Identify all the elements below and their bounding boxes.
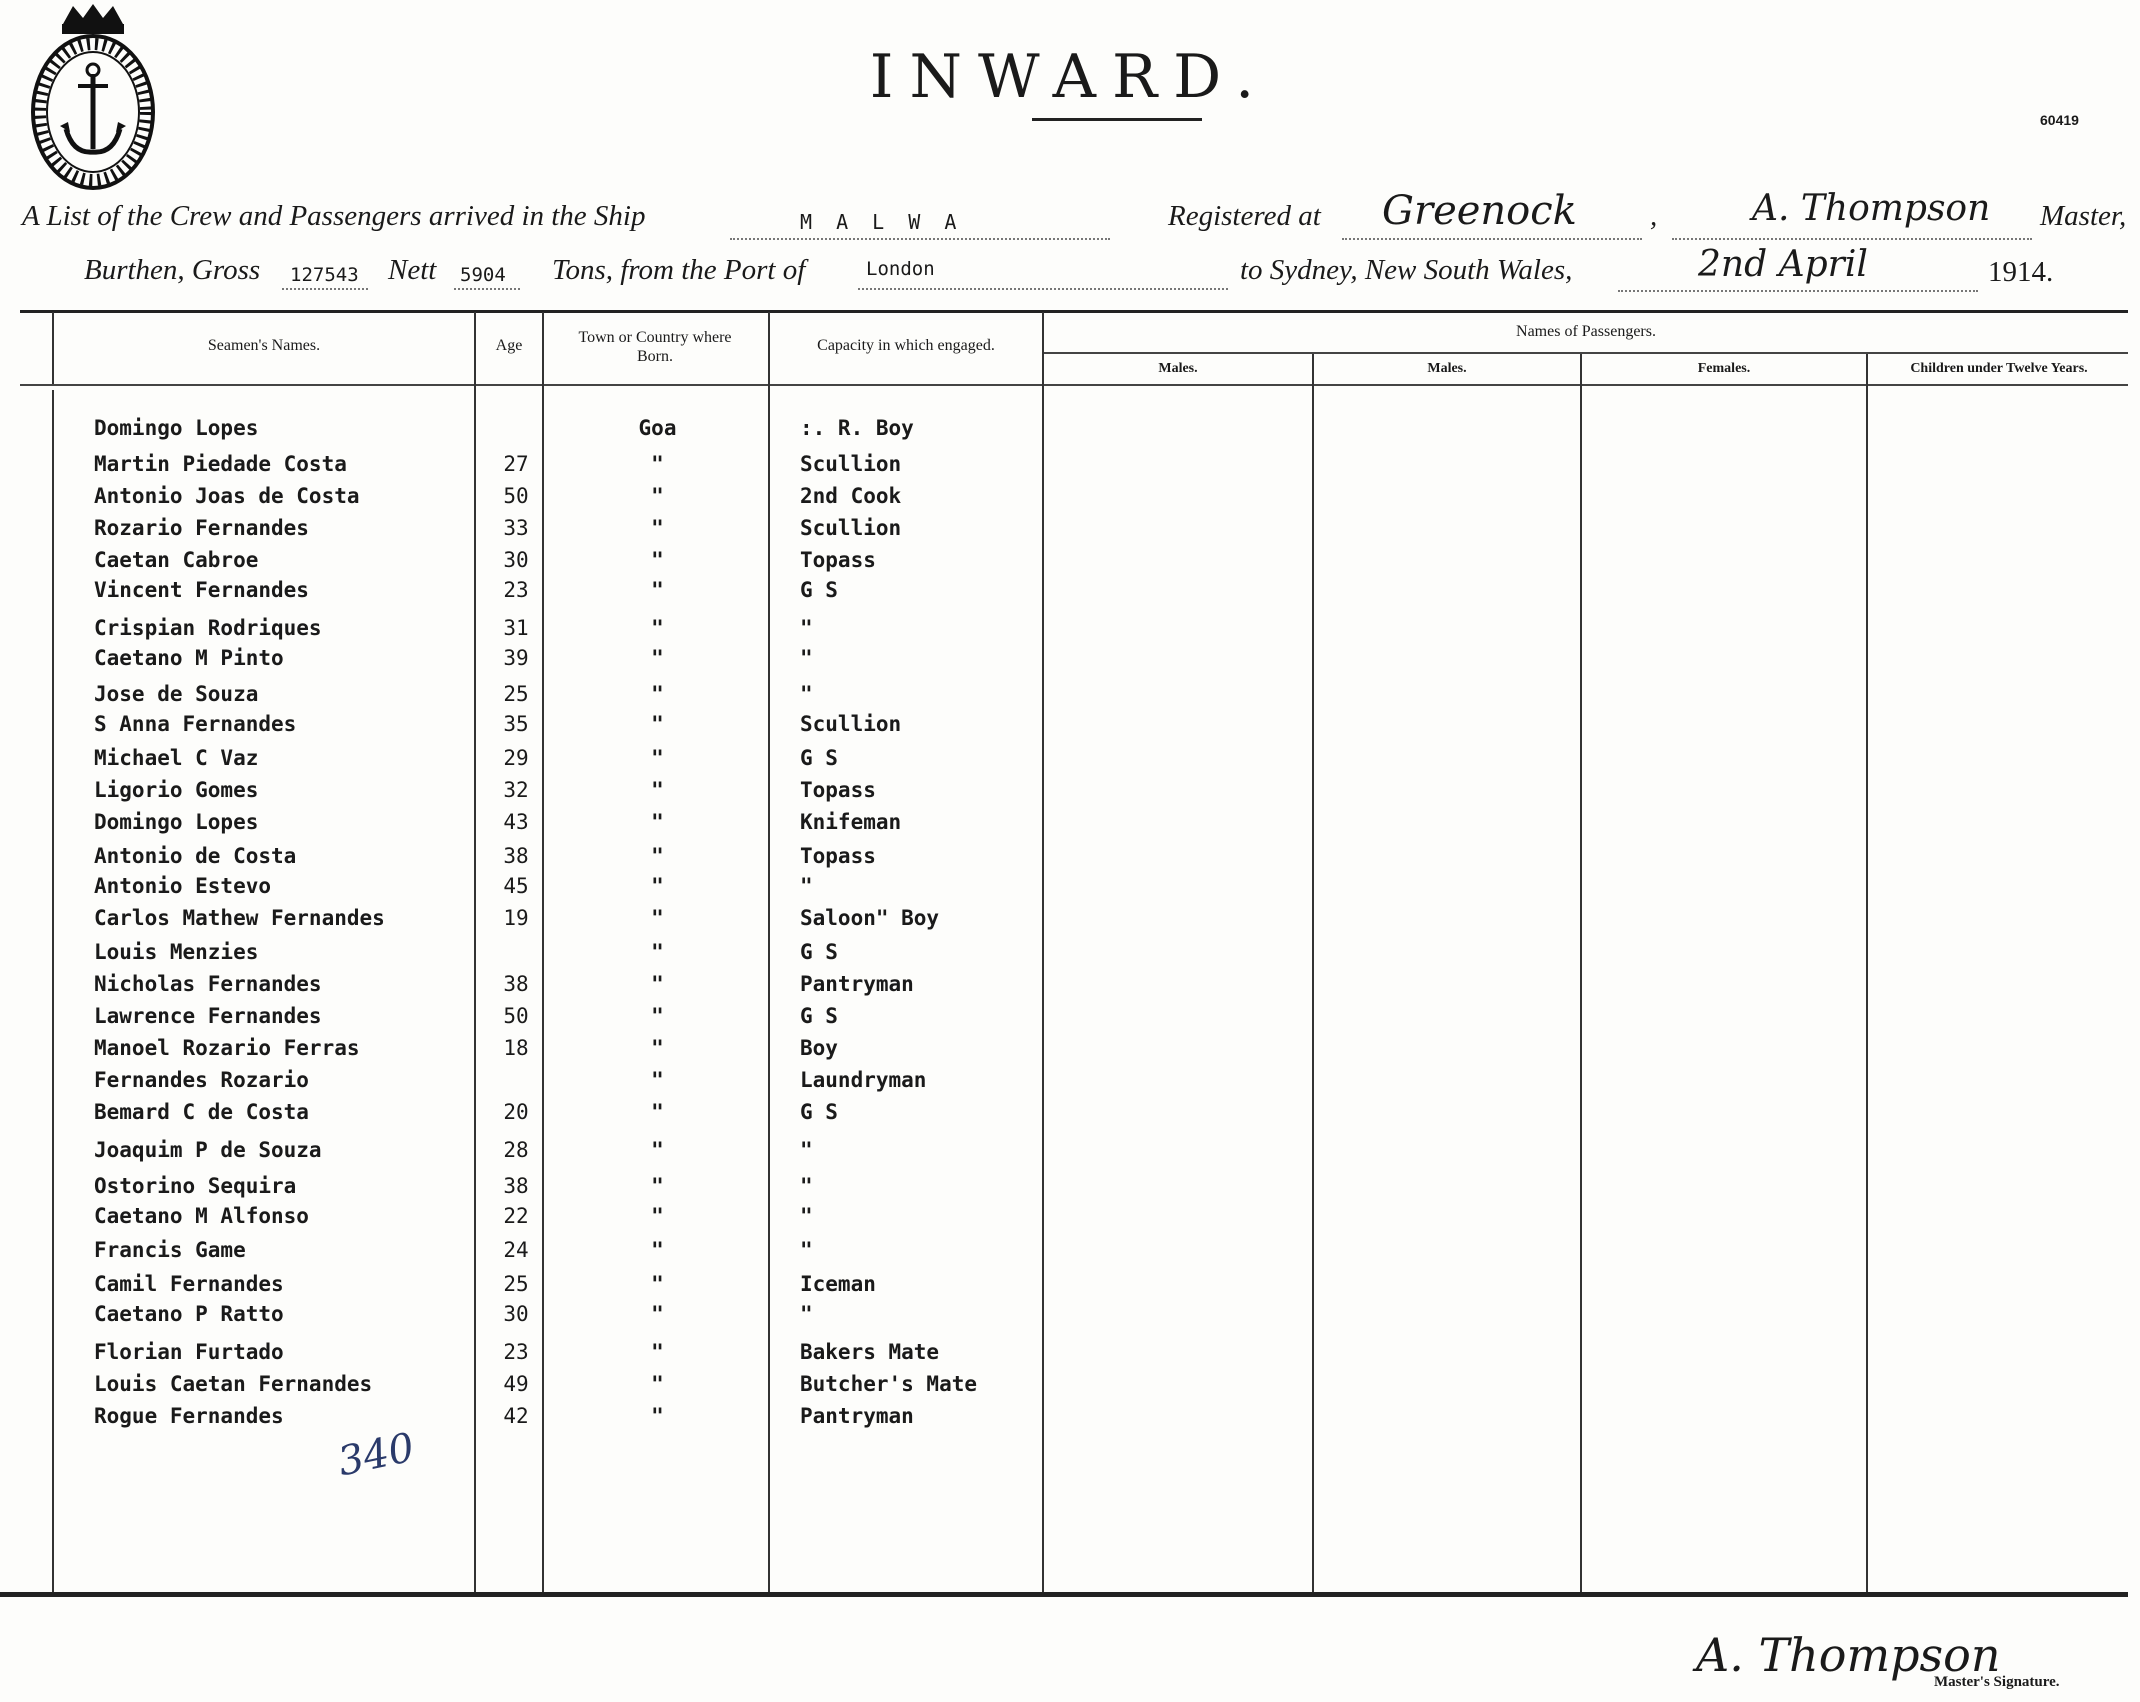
table-row bbox=[0, 1068, 2140, 1100]
seaman-birthplace: " bbox=[651, 712, 664, 736]
table-row bbox=[0, 972, 2140, 1004]
seaman-birthplace: Goa bbox=[638, 416, 677, 440]
arrival-year: 1914. bbox=[1988, 256, 2054, 288]
seaman-birthplace: " bbox=[651, 1174, 664, 1198]
table-row bbox=[0, 682, 2140, 714]
seaman-capacity: Scullion bbox=[800, 516, 902, 540]
nett-tons-field bbox=[454, 262, 520, 290]
col-header-males-1: Males. bbox=[1158, 361, 1198, 376]
nett-tons: 5904 bbox=[460, 264, 506, 286]
seaman-birthplace: " bbox=[651, 746, 664, 770]
seaman-birthplace: " bbox=[651, 1340, 664, 1364]
col-header-passengers: Names of Passengers. bbox=[1516, 323, 1656, 340]
seaman-birthplace: " bbox=[651, 1404, 664, 1428]
table-row bbox=[0, 616, 2140, 648]
seaman-name: Fernandes Rozario bbox=[94, 1068, 309, 1092]
comma-separator: , bbox=[1650, 200, 1658, 232]
master-label: Master, bbox=[2040, 200, 2127, 232]
seaman-name: Caetano M Alfonso bbox=[94, 1204, 309, 1228]
table-row bbox=[0, 1302, 2140, 1334]
seaman-birthplace: " bbox=[651, 452, 664, 476]
seaman-name: Michael C Vaz bbox=[94, 746, 259, 770]
seaman-name: Antonio Estevo bbox=[94, 874, 272, 898]
seaman-birthplace: " bbox=[651, 646, 664, 670]
col-header-males-2: Males. bbox=[1427, 361, 1467, 376]
seaman-capacity: Iceman bbox=[800, 1272, 876, 1296]
seaman-capacity: Saloon" Boy bbox=[800, 906, 940, 930]
seaman-birthplace: " bbox=[651, 810, 664, 834]
seaman-capacity: " bbox=[800, 616, 813, 640]
seaman-name: Lawrence Fernandes bbox=[94, 1004, 322, 1028]
ship-name-field bbox=[730, 204, 1110, 240]
table-row bbox=[0, 452, 2140, 484]
seaman-age: 49 bbox=[503, 1372, 529, 1396]
arrival-date: 2nd April bbox=[1698, 244, 1868, 285]
table-row bbox=[0, 906, 2140, 938]
seaman-birthplace: " bbox=[651, 484, 664, 508]
seaman-age: 50 bbox=[503, 484, 529, 508]
table-row bbox=[0, 1238, 2140, 1270]
seaman-capacity: " bbox=[800, 1204, 813, 1228]
seaman-capacity: Scullion bbox=[800, 452, 902, 476]
col-header-capacity: Capacity in which engaged. bbox=[817, 337, 995, 354]
table-row bbox=[0, 1004, 2140, 1036]
seaman-capacity: " bbox=[800, 1174, 813, 1198]
seaman-name: Antonio de Costa bbox=[94, 844, 297, 868]
ship-name: M A L W A bbox=[800, 210, 963, 234]
seaman-capacity: Butcher's Mate bbox=[800, 1372, 978, 1396]
title-underline bbox=[1032, 118, 1202, 121]
master-signature-label: Master's Signature. bbox=[1934, 1674, 2060, 1690]
seaman-name: Florian Furtado bbox=[94, 1340, 284, 1364]
col-header-females: Females. bbox=[1697, 361, 1751, 376]
seaman-birthplace: " bbox=[651, 1068, 664, 1092]
seaman-capacity: Scullion bbox=[800, 712, 902, 736]
seaman-capacity: " bbox=[800, 874, 813, 898]
nett-label: Nett bbox=[388, 254, 437, 286]
seaman-birthplace: " bbox=[651, 1100, 664, 1124]
seaman-age: 23 bbox=[503, 578, 529, 602]
passenger-subheader-rule bbox=[1044, 352, 2128, 354]
seaman-name: Louis Menzies bbox=[94, 940, 259, 964]
table-row bbox=[0, 778, 2140, 810]
seaman-birthplace: " bbox=[651, 972, 664, 996]
seaman-capacity: " bbox=[800, 682, 813, 706]
seaman-age: 38 bbox=[503, 844, 529, 868]
seaman-age: 25 bbox=[503, 682, 529, 706]
table-row bbox=[0, 416, 2140, 448]
table-row bbox=[0, 1204, 2140, 1236]
seaman-birthplace: " bbox=[651, 1238, 664, 1262]
table-row bbox=[0, 1372, 2140, 1404]
gross-tons: 127543 bbox=[290, 264, 359, 286]
seaman-name: Martin Piedade Costa bbox=[94, 452, 347, 476]
seaman-name: Camil Fernandes bbox=[94, 1272, 284, 1296]
seaman-capacity: Knifeman bbox=[800, 810, 902, 834]
seaman-name: Rogue Fernandes bbox=[94, 1404, 284, 1428]
seaman-age: 43 bbox=[503, 810, 529, 834]
seaman-age: 23 bbox=[503, 1340, 529, 1364]
seaman-age: 27 bbox=[503, 452, 529, 476]
seaman-name: Caetano P Ratto bbox=[94, 1302, 284, 1326]
seaman-capacity: G S bbox=[800, 746, 838, 770]
seaman-capacity: " bbox=[800, 1302, 813, 1326]
col-header-seamen: Seamen's Names. bbox=[207, 337, 321, 354]
registered-label: Registered at bbox=[1168, 200, 1321, 232]
table-row bbox=[0, 578, 2140, 610]
seaman-name: Ostorino Sequira bbox=[94, 1174, 297, 1198]
table-row bbox=[0, 1272, 2140, 1304]
seaman-capacity: G S bbox=[800, 940, 838, 964]
table-row bbox=[0, 810, 2140, 842]
seaman-age: 24 bbox=[503, 1238, 529, 1262]
seaman-capacity: Topass bbox=[800, 778, 876, 802]
seaman-age: 39 bbox=[503, 646, 529, 670]
seaman-birthplace: " bbox=[651, 1004, 664, 1028]
seaman-age: 45 bbox=[503, 874, 529, 898]
seaman-birthplace: " bbox=[651, 1204, 664, 1228]
to-sydney-label: to Sydney, New South Wales, bbox=[1240, 254, 1573, 286]
arrival-date-field bbox=[1618, 244, 1978, 292]
seaman-age: 38 bbox=[503, 972, 529, 996]
table-row bbox=[0, 940, 2140, 972]
seaman-name: Carlos Mathew Fernandes bbox=[94, 906, 385, 930]
seaman-age: 28 bbox=[503, 1138, 529, 1162]
seaman-birthplace: " bbox=[651, 578, 664, 602]
table-row bbox=[0, 712, 2140, 744]
seaman-capacity: Laundryman bbox=[800, 1068, 927, 1092]
seaman-name: Francis Game bbox=[94, 1238, 246, 1262]
seaman-name: Domingo Lopes bbox=[94, 810, 259, 834]
seaman-name: Rozario Fernandes bbox=[94, 516, 309, 540]
seaman-birthplace: " bbox=[651, 1138, 664, 1162]
burthen-label: Burthen, Gross bbox=[84, 254, 261, 286]
seaman-birthplace: " bbox=[651, 1272, 664, 1296]
seaman-age: 20 bbox=[503, 1100, 529, 1124]
seaman-birthplace: " bbox=[651, 844, 664, 868]
seaman-capacity: Bakers Mate bbox=[800, 1340, 940, 1364]
seaman-name: Caetan Cabroe bbox=[94, 548, 259, 572]
seaman-name: Caetano M Pinto bbox=[94, 646, 284, 670]
seaman-name: Jose de Souza bbox=[94, 682, 259, 706]
seaman-birthplace: " bbox=[651, 616, 664, 640]
seaman-name: S Anna Fernandes bbox=[94, 712, 297, 736]
table-row bbox=[0, 1138, 2140, 1170]
seaman-name: Crispian Rodriques bbox=[94, 616, 322, 640]
seaman-age: 38 bbox=[503, 1174, 529, 1198]
registered-port-field bbox=[1342, 188, 1642, 240]
seaman-birthplace: " bbox=[651, 1036, 664, 1060]
seaman-age: 33 bbox=[503, 516, 529, 540]
table-row bbox=[0, 516, 2140, 548]
seaman-age: 35 bbox=[503, 712, 529, 736]
seaman-birthplace: " bbox=[651, 940, 664, 964]
master-signature: A. Thompson bbox=[1696, 1628, 2001, 1682]
seaman-name: Vincent Fernandes bbox=[94, 578, 309, 602]
from-port: London bbox=[866, 258, 935, 280]
seaman-birthplace: " bbox=[651, 874, 664, 898]
seaman-capacity: :. R. Boy bbox=[800, 416, 914, 440]
gross-tons-field bbox=[282, 262, 368, 290]
seaman-birthplace: " bbox=[651, 778, 664, 802]
seaman-name: Manoel Rozario Ferras bbox=[94, 1036, 360, 1060]
table-row bbox=[0, 844, 2140, 876]
table-row bbox=[0, 646, 2140, 678]
seaman-birthplace: " bbox=[651, 516, 664, 540]
seaman-birthplace: " bbox=[651, 1302, 664, 1326]
seaman-age: 42 bbox=[503, 1404, 529, 1428]
form-number: 60419 bbox=[2040, 112, 2079, 128]
seaman-name: Louis Caetan Fernandes bbox=[94, 1372, 373, 1396]
seaman-birthplace: " bbox=[651, 1372, 664, 1396]
seaman-capacity: Topass bbox=[800, 844, 876, 868]
registered-port: Greenock bbox=[1382, 188, 1577, 234]
seaman-name: Joaquim P de Souza bbox=[94, 1138, 322, 1162]
table-row bbox=[0, 746, 2140, 778]
seaman-birthplace: " bbox=[651, 906, 664, 930]
seaman-capacity: " bbox=[800, 646, 813, 670]
margin-note: 340 bbox=[334, 1424, 419, 1486]
seaman-capacity: 2nd Cook bbox=[800, 484, 902, 508]
seaman-age: 30 bbox=[503, 1302, 529, 1326]
col-header-children: Children under Twelve Years. bbox=[1910, 361, 2088, 376]
seaman-age: 50 bbox=[503, 1004, 529, 1028]
master-name: A. Thompson bbox=[1752, 188, 1991, 229]
master-name-field bbox=[1672, 188, 2032, 240]
table-bottom-rule bbox=[0, 1592, 2128, 1597]
seaman-capacity: G S bbox=[800, 1100, 838, 1124]
seaman-name: Nicholas Fernandes bbox=[94, 972, 322, 996]
seaman-capacity: " bbox=[800, 1138, 813, 1162]
seaman-capacity: G S bbox=[800, 578, 838, 602]
seaman-capacity: G S bbox=[800, 1004, 838, 1028]
table-row bbox=[0, 1404, 2140, 1436]
table-row bbox=[0, 548, 2140, 580]
seaman-capacity: Boy bbox=[800, 1036, 838, 1060]
header-list-prefix: A List of the Crew and Passengers arrived in the Ship bbox=[22, 200, 646, 232]
seaman-birthplace: " bbox=[651, 682, 664, 706]
seaman-name: Bemard C de Costa bbox=[94, 1100, 309, 1124]
seaman-birthplace: " bbox=[651, 548, 664, 572]
seaman-name: Antonio Joas de Costa bbox=[94, 484, 360, 508]
seaman-age: 25 bbox=[503, 1272, 529, 1296]
seaman-capacity: Pantryman bbox=[800, 1404, 914, 1428]
seaman-capacity: Pantryman bbox=[800, 972, 914, 996]
document-title: INWARD. bbox=[869, 42, 1271, 112]
table-row bbox=[0, 874, 2140, 906]
seaman-name: Ligorio Gomes bbox=[94, 778, 259, 802]
table-row bbox=[0, 1036, 2140, 1068]
table-row bbox=[0, 1340, 2140, 1372]
table-header-rule bbox=[20, 384, 2128, 386]
from-port-field bbox=[858, 258, 1228, 290]
seaman-age: 31 bbox=[503, 616, 529, 640]
table-row bbox=[0, 1100, 2140, 1132]
seaman-age: 29 bbox=[503, 746, 529, 770]
seaman-age: 18 bbox=[503, 1036, 529, 1060]
seaman-capacity: Topass bbox=[800, 548, 876, 572]
seaman-age: 30 bbox=[503, 548, 529, 572]
seaman-age: 32 bbox=[503, 778, 529, 802]
seaman-age: 19 bbox=[503, 906, 529, 930]
seaman-name: Domingo Lopes bbox=[94, 416, 259, 440]
seaman-capacity: " bbox=[800, 1238, 813, 1262]
table-row bbox=[0, 1174, 2140, 1206]
tons-from-label: Tons, from the Port of bbox=[552, 254, 806, 286]
col-header-town: Town or Country where Born. bbox=[578, 329, 732, 365]
seaman-age: 22 bbox=[503, 1204, 529, 1228]
table-top-rule bbox=[20, 310, 2128, 313]
table-row bbox=[0, 484, 2140, 516]
col-header-age: Age bbox=[495, 337, 523, 354]
